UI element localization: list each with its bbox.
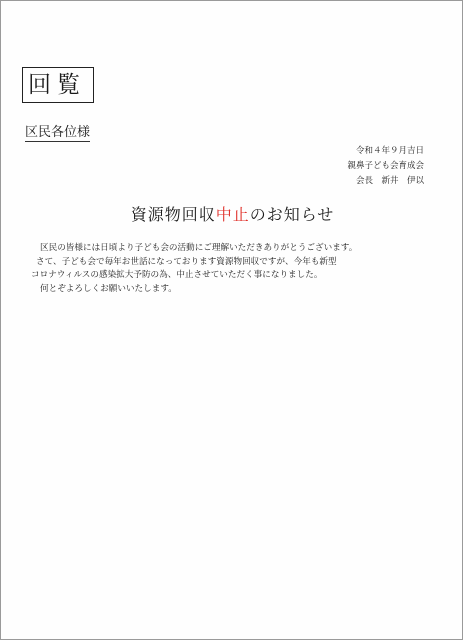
- title-after: のお知らせ: [249, 205, 335, 224]
- document-title: [1, 204, 463, 226]
- sender-block: [347, 144, 424, 189]
- organization-line: 親鼻子ども会育成会: [347, 161, 424, 171]
- body-line: さて、子ども会で毎年お世話になっております資源物回収ですが、今年も新型: [36, 256, 337, 267]
- title-before: 資源物回収: [130, 205, 216, 224]
- addressee: 区民各位様: [25, 125, 91, 140]
- document-body: [31, 242, 441, 296]
- body-line: 何とぞよろしくお願いいたします。: [40, 283, 177, 294]
- title-highlight: 中止: [215, 205, 250, 224]
- body-line: コロナウィルスの感染拡大予防の為、中止させていただく事になりました。: [31, 270, 323, 280]
- stamp-label: 回覧: [28, 72, 86, 98]
- date-line: 令和４年９月吉日: [355, 146, 424, 156]
- body-line: 区民の皆様には日頃より子ども会の活動にご理解いただきありがとうございます。: [40, 243, 358, 253]
- circulation-stamp: [22, 67, 94, 103]
- representative-line: 会長 新井 伊以: [355, 176, 424, 186]
